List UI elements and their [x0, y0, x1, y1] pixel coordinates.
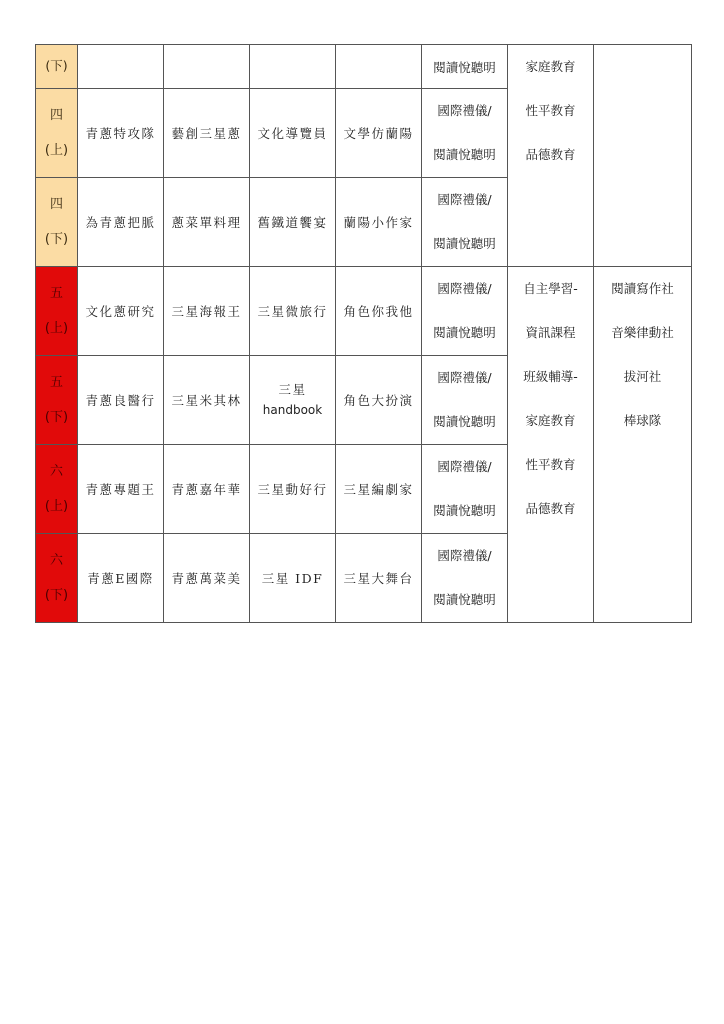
reading-cell	[422, 89, 508, 178]
topic-item: 家庭教育	[525, 413, 576, 428]
course-line: handbook	[262, 403, 323, 417]
grade-cell	[36, 445, 78, 534]
course-cell: 三星大舞台	[336, 534, 422, 623]
club-item: 拔河社	[623, 369, 662, 384]
club-item: 閱讀寫作社	[611, 281, 674, 296]
course-cell: 青蔥專題王	[78, 445, 164, 534]
course-cell: 三星微旅行	[250, 267, 336, 356]
club-item: 棒球隊	[623, 413, 662, 428]
table-row	[36, 45, 692, 89]
reading-line: 閱讀悅聽明	[433, 503, 496, 518]
reading-cell	[422, 534, 508, 623]
reading-cell	[422, 356, 508, 445]
topic-item: 品德教育	[525, 501, 576, 516]
course-cell: 青蔥萬菜美	[164, 534, 250, 623]
topic-cell	[508, 45, 594, 267]
grade-cell	[36, 534, 78, 623]
course-cell: 青蔥嘉年華	[164, 445, 250, 534]
course-cell: 角色大扮演	[336, 356, 422, 445]
grade-cell	[36, 89, 78, 178]
reading-cell	[422, 445, 508, 534]
reading-line: 閱讀悅聽明	[433, 414, 496, 429]
empty-cell	[336, 45, 422, 89]
topic-item: 家庭教育	[525, 59, 576, 74]
course-cell: 三星編劇家	[336, 445, 422, 534]
course-cell: 藝創三星蔥	[164, 89, 250, 178]
reading-text: 閱讀悅聽明	[433, 59, 496, 75]
course-cell	[250, 356, 336, 445]
reading-line: 閱讀悅聽明	[433, 236, 496, 251]
reading-line: 國際禮儀/	[437, 192, 492, 207]
grade-cell	[36, 178, 78, 267]
grade-cell	[36, 45, 78, 89]
topic-item: 性平教育	[525, 103, 576, 118]
course-cell: 蔥菜單料理	[164, 178, 250, 267]
table-row	[36, 267, 692, 356]
grade-number: 五	[49, 286, 63, 301]
grade-cell	[36, 267, 78, 356]
reading-line: 國際禮儀/	[437, 281, 492, 296]
reading-line: 閱讀悅聽明	[433, 592, 496, 607]
grade-number: 六	[49, 553, 63, 568]
topic-item: 自主學習-	[523, 281, 578, 296]
grade-term: (下)	[45, 58, 68, 74]
grade-cell	[36, 356, 78, 445]
reading-line: 國際禮儀/	[437, 370, 492, 385]
course-cell: 角色你我他	[336, 267, 422, 356]
reading-cell	[422, 267, 508, 356]
grade-number: 四	[49, 108, 63, 123]
topic-item: 品德教育	[525, 147, 576, 162]
reading-line: 國際禮儀/	[437, 103, 492, 118]
grade-term: (上)	[44, 499, 69, 514]
club-cell	[594, 267, 692, 623]
course-cell: 文學仿蘭陽	[336, 89, 422, 178]
grade-number: 四	[49, 197, 63, 212]
course-cell: 蘭陽小作家	[336, 178, 422, 267]
course-cell: 文化導覽員	[250, 89, 336, 178]
topic-item: 性平教育	[525, 457, 576, 472]
topic-item: 班級輔導-	[523, 369, 578, 384]
reading-line: 閱讀悅聽明	[433, 147, 496, 162]
reading-cell	[422, 178, 508, 267]
grade-term: (下)	[44, 588, 69, 603]
course-cell: 青蔥良醫行	[78, 356, 164, 445]
course-cell: 文化蔥研究	[78, 267, 164, 356]
club-cell-empty	[594, 45, 692, 267]
grade-term: (下)	[44, 410, 69, 425]
course-cell: 三星米其林	[164, 356, 250, 445]
grade-term: (上)	[44, 143, 69, 158]
course-cell: 舊鐵道饗宴	[250, 178, 336, 267]
curriculum-table	[35, 44, 692, 623]
empty-cell	[164, 45, 250, 89]
grade-number: 五	[49, 375, 63, 390]
course-cell: 青蔥E國際	[78, 534, 164, 623]
reading-line: 國際禮儀/	[437, 548, 492, 563]
topic-item: 資訊課程	[525, 325, 576, 340]
reading-line: 閱讀悅聽明	[433, 325, 496, 340]
grade-number: 六	[49, 464, 63, 479]
course-cell: 為青蔥把脈	[78, 178, 164, 267]
course-cell: 三星 IDF	[250, 534, 336, 623]
grade-term: (上)	[44, 321, 69, 336]
reading-cell	[422, 45, 508, 89]
course-cell: 三星海報王	[164, 267, 250, 356]
course-cell: 三星動好行	[250, 445, 336, 534]
reading-line: 國際禮儀/	[437, 459, 492, 474]
topic-cell	[508, 267, 594, 623]
grade-term: (下)	[44, 232, 69, 247]
course-cell: 青蔥特攻隊	[78, 89, 164, 178]
club-item: 音樂律動社	[611, 325, 674, 340]
empty-cell	[78, 45, 164, 89]
empty-cell	[250, 45, 336, 89]
course-line: 三星	[278, 382, 307, 397]
